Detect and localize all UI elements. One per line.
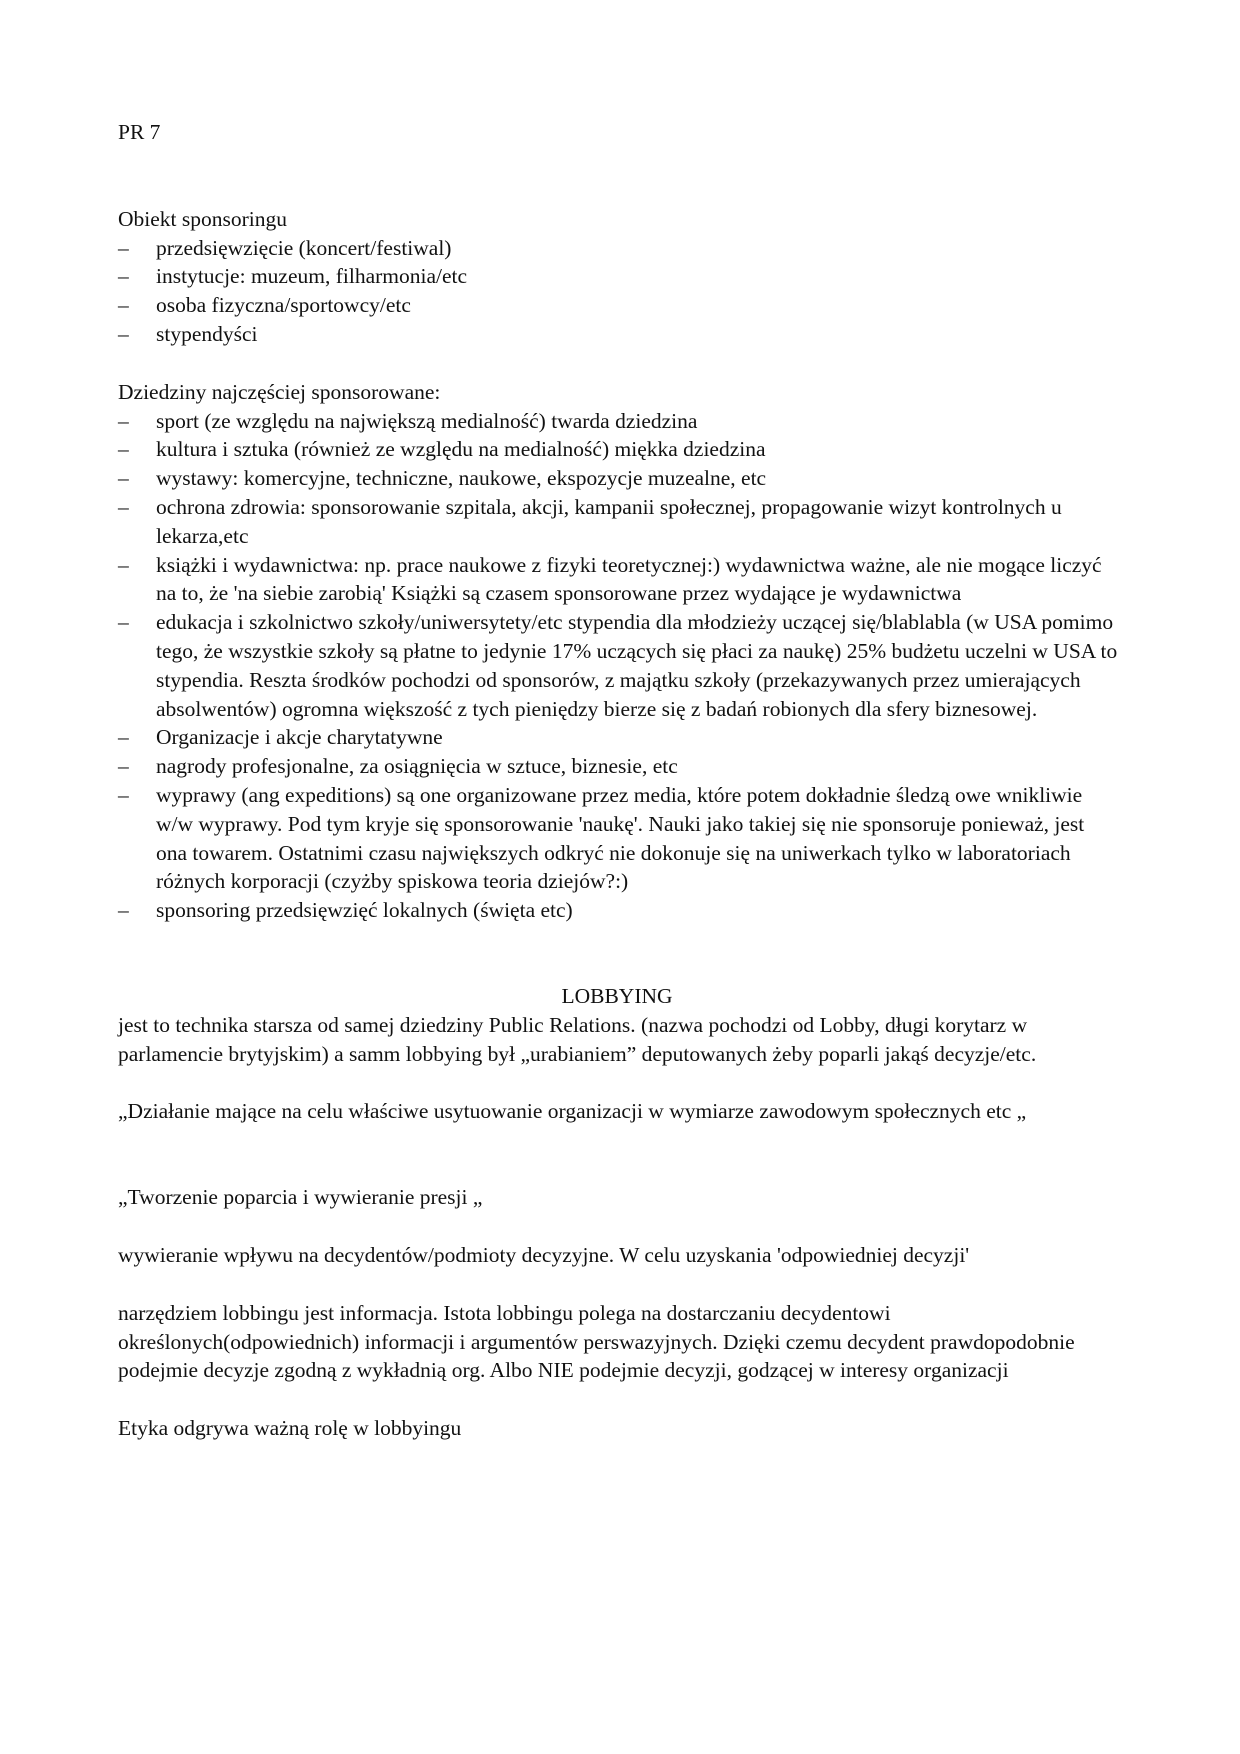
dash-bullet: – <box>118 754 129 779</box>
list-item <box>118 320 1120 349</box>
list-item-text: edukacja i szkolnictwo szkoły/uniwersytety/etc stypendia dla młodzieży uczącej się/blablabla (w USA pomimo tego, że wszystkie szkoły są płatne to jedynie 17% uczących się płaci za naukę) 25% budżetu uczelni w USA to stypendia. Reszta środków pochodzi od sponsorów, z majątku szkoły (przekazywanych przez umierających absolwentów) ogromna większość z tych pieniędzy bierze się z badań robionych dla sfery biznesowej. <box>156 610 1118 721</box>
lobbying-definition-paragraph: wywieranie wpływu na decydentów/podmioty decyzyjne. W celu uzyskania 'odpowiedniej decyzji' <box>118 1242 970 1267</box>
list-item-text: książki i wydawnictwa: np. prace naukowe z fizyki teoretycznej:) wydawnictwa ważne, ale nie mogące liczyć na to, że 'na siebie zarobią' Książki są czasem sponsorowane przez wydające je wydawnictwa <box>156 552 1102 606</box>
list-item-text: sport (ze względu na największą medialność) twarda dziedzina <box>156 408 698 433</box>
list-item-text: wystawy: komercyjne, techniczne, naukowe, ekspozycje muzealne, etc <box>156 466 767 491</box>
lobbying-tool-paragraph: narzędziem lobbingu jest informacja. Istota lobbingu polega na dostarczaniu decydentowi określonych(odpowiednich) informacji i argumentów perswazyjnych. Dzięki czemu decydent prawdopodobnie podejmie decyzje zgodną z wykładnią org. Albo NIE podejmie decyzji, godzącej w interesy organizacji <box>118 1300 1075 1383</box>
dash-bullet: – <box>118 466 129 491</box>
dash-bullet: – <box>118 610 129 635</box>
dash-bullet: – <box>118 235 129 260</box>
sponsored-fields-heading: Dziedziny najczęściej sponsorowane: <box>118 379 441 404</box>
spacer <box>118 147 1120 205</box>
lobbying-intro-paragraph: jest to technika starsza od samej dziedziny Public Relations. (nazwa pochodzi od Lobby, długi korytarz w parlamencie brytyjskim) a samm lobbying był „urabianiem” deputowanych żeby poparli jakąś decyzje/etc. <box>118 1012 1037 1066</box>
sponsoring-objects-heading: Obiekt sponsoringu <box>118 206 288 231</box>
list-item-text: przedsięwzięcie (koncert/festiwal) <box>156 235 452 260</box>
list-item-text: instytucje: muzeum, filharmonia/etc <box>156 264 468 289</box>
lobbying-quote-paragraph: „Tworzenie poparcia i wywieranie presji „ <box>118 1185 483 1210</box>
list-item <box>118 493 1120 551</box>
dash-bullet: – <box>118 408 129 433</box>
dash-bullet: – <box>118 264 129 289</box>
list-item <box>118 262 1120 291</box>
list-item <box>118 234 1120 263</box>
list-item <box>118 435 1120 464</box>
dash-bullet: – <box>118 725 129 750</box>
dash-bullet: – <box>118 552 129 577</box>
list-item <box>118 752 1120 781</box>
dash-bullet: – <box>118 437 129 462</box>
sponsored-fields-list <box>118 407 1120 925</box>
list-item <box>118 608 1120 723</box>
spacer <box>118 1385 1120 1414</box>
list-item-text: osoba fizyczna/sportowcy/etc <box>156 293 411 318</box>
list-item-text: ochrona zdrowia: sponsorowanie szpitala, akcji, kampanii społecznej, propagowanie wizyt kontrolnych u lekarza,etc <box>156 494 1062 548</box>
list-item <box>118 781 1120 896</box>
lobbying-quote-paragraph: „Działanie mające na celu właściwe usytuowanie organizacji w wymiarze zawodowym społecznych etc „ <box>118 1099 1027 1124</box>
list-item-text: nagrody profesjonalne, za osiągnięcia w sztuce, biznesie, etc <box>156 754 678 779</box>
list-item-text: kultura i sztuka (również ze względu na medialność) miękka dziedzina <box>156 437 766 462</box>
dash-bullet: – <box>118 321 129 346</box>
dash-bullet: – <box>118 898 129 923</box>
spacer <box>118 1068 1120 1097</box>
list-item-text: Organizacje i akcje charytatywne <box>156 725 443 750</box>
spacer <box>118 1212 1120 1241</box>
list-item <box>118 464 1120 493</box>
list-item-text: stypendyści <box>156 321 258 346</box>
lobbying-ethics-paragraph: Etyka odgrywa ważną rolę w lobbyingu <box>118 1416 462 1441</box>
dash-bullet: – <box>118 782 129 807</box>
spacer <box>118 349 1120 378</box>
list-item-text: wyprawy (ang expeditions) są one organizowane przez media, które potem dokładnie śledzą owe wnikliwie w/w wyprawy. Pod tym kryje się sponsorowanie 'naukę'. Nauki jako takiej się nie sponsoruje ponieważ, jest ona towarem. Ostatnimi czasu największych odkryć nie dokonuje się na uniwerkach tylko w laboratoriach różnych korporacji (czyżby spiskowa teoria dziejów?:) <box>156 782 1085 894</box>
sponsoring-objects-list <box>118 234 1120 349</box>
lobbying-heading: LOBBYING <box>561 983 673 1008</box>
list-item-text: sponsoring przedsięwzięć lokalnych (święta etc) <box>156 898 573 923</box>
list-item <box>118 407 1120 436</box>
list-item <box>118 896 1120 925</box>
list-item <box>118 291 1120 320</box>
spacer <box>118 925 1120 982</box>
list-item <box>118 723 1120 752</box>
document-title: PR 7 <box>118 120 161 144</box>
list-item <box>118 551 1120 609</box>
dash-bullet: – <box>118 293 129 318</box>
dash-bullet: – <box>118 494 129 519</box>
spacer <box>118 1126 1120 1183</box>
spacer <box>118 1270 1120 1299</box>
